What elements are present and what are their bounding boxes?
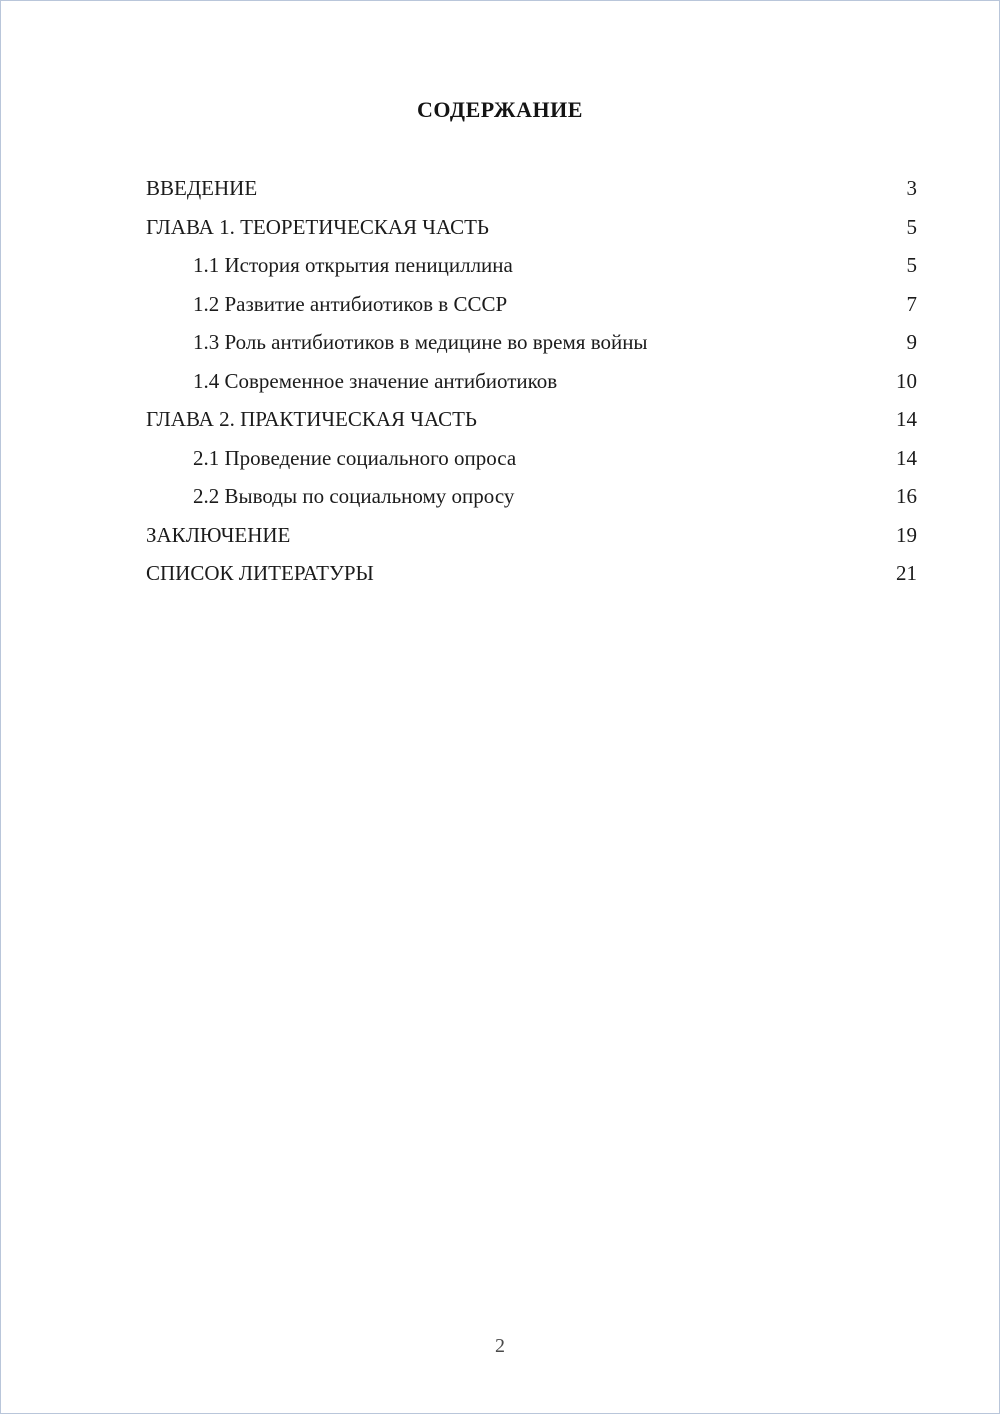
toc-entry-label: 2.1 Проведение социального опроса	[193, 445, 517, 470]
toc-entry-page: 7	[906, 291, 917, 316]
toc-row	[146, 246, 917, 285]
toc-entry-label: ЗАКЛЮЧЕНИЕ	[146, 522, 291, 547]
page-title: СОДЕРЖАНИЕ	[417, 97, 583, 122]
toc-entry-label: 1.4 Современное значение антибиотиков	[193, 368, 558, 393]
toc-row	[146, 169, 917, 208]
toc-entry-label: 2.2 Выводы по социальному опросу	[193, 484, 515, 508]
toc-entry-page: 10	[896, 368, 917, 393]
toc-row	[146, 285, 917, 324]
toc-row	[146, 400, 917, 439]
toc-entry-page: 14	[896, 445, 917, 470]
toc-entry-label: ГЛАВА 1. ТЕОРЕТИЧЕСКАЯ ЧАСТЬ	[146, 214, 489, 239]
toc-entry-page: 3	[906, 176, 917, 200]
toc-entry-page: 19	[896, 522, 917, 547]
toc-entry-label: ВВЕДЕНИЕ	[146, 176, 258, 200]
toc-entry-label: 1.3 Роль антибиотиков в медицине во время войны	[193, 330, 648, 354]
toc-entry-page: 21	[896, 561, 917, 585]
toc-row	[146, 323, 917, 362]
toc-entry-page: 16	[896, 484, 917, 508]
toc-row	[146, 208, 917, 247]
toc-row	[146, 477, 917, 516]
toc-entry-page: 9	[906, 330, 917, 354]
toc-entry-page: 5	[906, 253, 917, 277]
toc-row	[146, 362, 917, 401]
toc-entry-label: 1.1 История открытия пенициллина	[193, 253, 513, 277]
toc-entry-label: ГЛАВА 2. ПРАКТИЧЕСКАЯ ЧАСТЬ	[146, 407, 477, 431]
toc-entry-label: 1.2 Развитие антибиотиков в СССР	[193, 291, 508, 316]
toc-row	[146, 554, 917, 593]
toc-entry-page: 5	[906, 214, 917, 239]
footer-page-number: 2	[495, 1335, 505, 1357]
toc-row	[146, 439, 917, 478]
toc-row	[146, 516, 917, 555]
table-of-contents	[146, 169, 917, 593]
toc-entry-page: 14	[896, 407, 917, 431]
toc-entry-label: СПИСОК ЛИТЕРАТУРЫ	[146, 561, 374, 585]
